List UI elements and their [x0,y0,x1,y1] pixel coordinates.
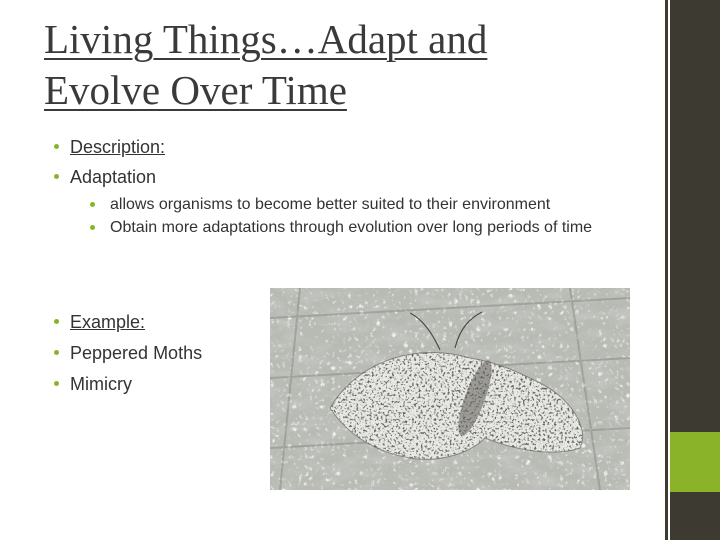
bullet-dot-icon [54,381,59,386]
decorative-stripe-thin [665,0,668,540]
bullet-dot-icon [54,350,59,355]
bullet-text: Peppered Moths [70,343,203,363]
peppered-moth-photo [270,288,630,490]
bullet-mimicry [54,369,264,400]
bullet-dot-icon [54,144,59,149]
bullet-dot-icon [90,202,95,207]
sub-bullet [90,194,654,215]
bullet-description [54,132,654,162]
bullet-example [54,307,264,338]
bullet-text: Mimicry [70,374,132,394]
slide-title [44,14,604,116]
bullet-dot-icon [54,319,59,324]
example-bullet-list [54,307,264,400]
bullet-text: Adaptation [70,167,157,187]
slide-title-line-2: Evolve Over Time [44,67,347,113]
slide-title-line-1: Living Things…Adapt and [44,16,488,62]
bullet-adaptation [54,162,654,238]
bullet-peppered-moths [54,338,264,369]
bullet-text: Description: [70,137,166,157]
sub-bullet [90,217,654,238]
bullet-text: Example: [70,312,146,332]
sub-bullet-list [70,194,654,238]
bullet-dot-icon [90,225,95,230]
bullet-list [54,132,654,240]
bullet-dot-icon [54,174,59,179]
moth-on-bark-image [270,288,630,490]
sub-bullet-text: allows organisms to become better suited to their environment [110,196,551,213]
decorative-stripe-accent [670,432,720,492]
sub-bullet-text: Obtain more adaptations through evolution over long periods of time [110,219,593,236]
